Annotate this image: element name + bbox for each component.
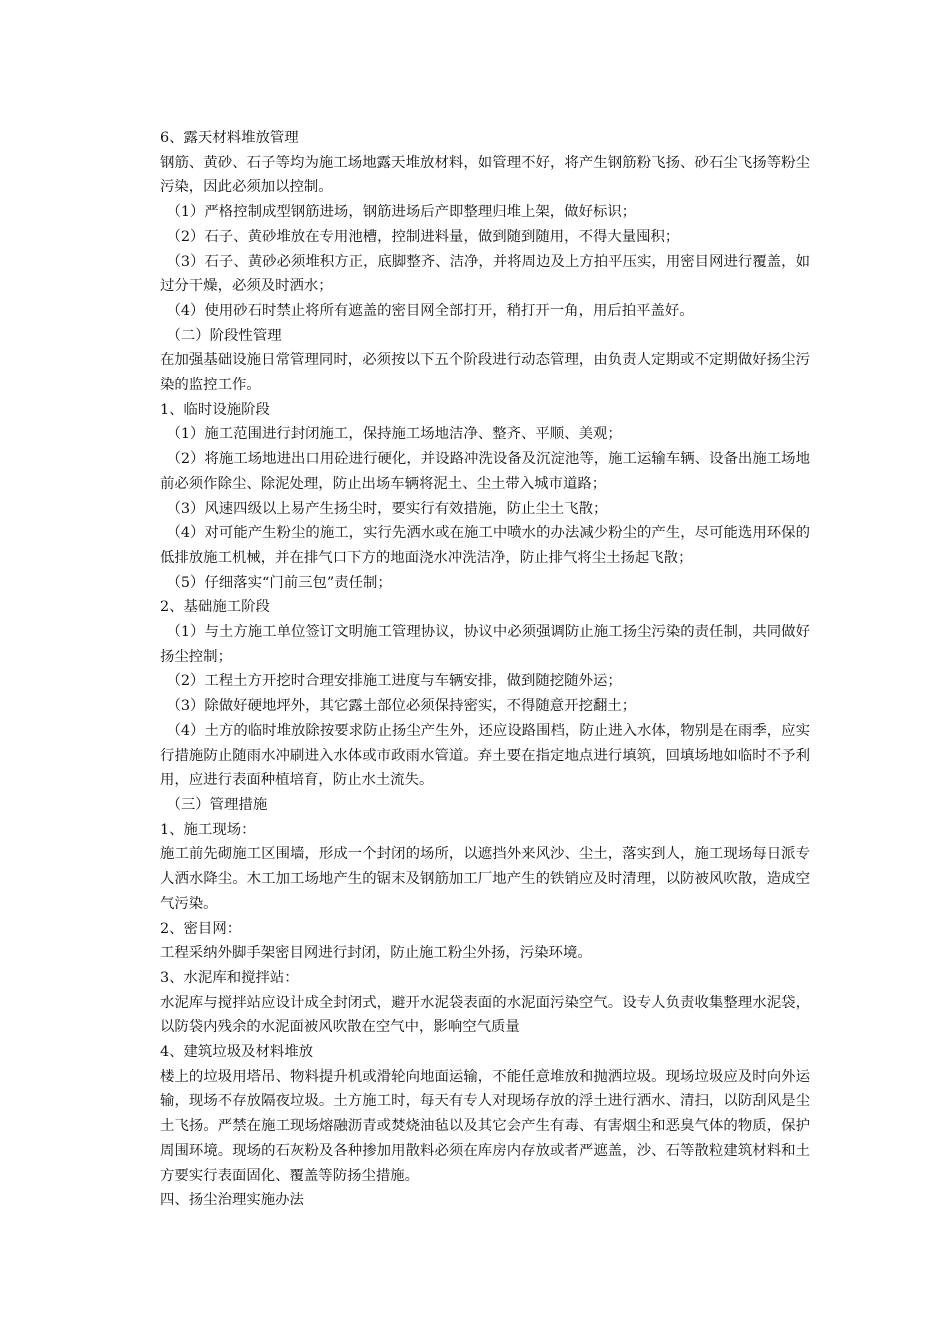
paragraph: （2）工程土方开挖时合理安排施工进度与车辆安排，做到随挖随外运； bbox=[166, 673, 622, 690]
paragraph: （4）土方的临时堆放除按要求防止扬尘产生外，还应设路围档，防止进入水体，物别是在雨季，应实行措施防止随雨水冲刷进入水体或市政雨水管道。弃土要在指定地点进行填筑，回填场地如临时不予利用，应进行表面种植培育，防止水土流失。 bbox=[160, 722, 810, 789]
paragraph: 施工前先砌施工区围墙，形成一个封闭的场所，以遮挡外来风沙、尘土，落实到人，施工现场每日派专人洒水降尘。木工加工场地产生的锯末及钢筋加工厂地产生的铁销应及时清理，以防被风吹散，造成空气污染。 bbox=[160, 846, 810, 912]
paragraph: 水泥库与搅拌站应设计成全封闭式，避开水泥袋表面的水泥面污染空气。设专人负责收集整理水泥袋，以防袋内残余的水泥面被风吹散在空气中，影响空气质量 bbox=[160, 994, 810, 1036]
paragraph: 2、密目网： bbox=[160, 920, 242, 937]
paragraph: （1）与土方施工单位签订文明施工管理协议，协议中必须强调防止施工扬尘污染的责任制，共同做好扬尘控制； bbox=[160, 624, 810, 665]
paragraph: 在加强基础设施日常管理同时，必须按以下五个阶段进行动态管理，由负责人定期或不定期做好扬尘污染的监控工作。 bbox=[160, 352, 810, 394]
paragraph: 钢筋、黄砂、石子等均为施工场地露天堆放材料，如管理不好，将产生钢筋粉飞扬、砂石尘飞扬等粉尘污染，因此必须加以控制。 bbox=[160, 154, 810, 196]
paragraph: 1、施工现场： bbox=[160, 821, 256, 838]
paragraph: 1、临时设施阶段 bbox=[160, 401, 270, 418]
paragraph: 楼上的垃圾用塔吊、物料提升机或滑轮向地面运输，不能任意堆放和抛洒垃圾。现场垃圾应及时向外运输，现场不存放隔夜垃圾。土方施工时，每天有专人对现场存放的浮土进行洒水、清扫，以防刮风是尘土飞扬。严禁在施工现场熔融沥青或焚烧油毡以及其它会产生有毒、有害烟尘和恶臭气体的物质，保护周围环境。现场的石灰粉及各种掺加用散料必须在库房内存放或者严遮盖，沙、石等散粒建筑材料和土方要实行表面固化、覆盖等防扬尘措施。 bbox=[160, 1068, 810, 1184]
paragraph: （5）仔细落实“门前三包”责任制； bbox=[166, 574, 392, 591]
paragraph: 四、扬尘治理实施办法 bbox=[160, 1192, 304, 1209]
paragraph: 6、露天材料堆放管理 bbox=[160, 130, 299, 146]
paragraph: （3）石子、黄砂必须堆积方正，底脚整齐、洁净，并将周边及上方拍平压实，用密目网进行覆盖，如过分干燥，必须及时洒水； bbox=[160, 253, 810, 295]
document-body bbox=[160, 126, 810, 1213]
paragraph: （4）对可能产生粉尘的施工，实行先洒水或在施工中喷水的办法减少粉尘的产生，尽可能选用环保的低排放施工机械，并在排气口下方的地面浇水冲洗洁净，防止排气将尘土扬起飞散； bbox=[160, 525, 810, 566]
paragraph: （2）将施工场地进出口用砼进行硬化，并设路冲洗设备及沉淀池等，施工运输车辆、设备出施工场地前必须作除尘、除泥处理，防止出场车辆将泥土、尘土带入城市道路； bbox=[160, 451, 810, 492]
paragraph: 4、建筑垃圾及材料堆放 bbox=[160, 1044, 314, 1061]
paragraph: （二）阶段性管理 bbox=[166, 327, 282, 344]
paragraph: （4）使用砂石时禁止将所有遮盖的密目网全部打开，稍打开一角，用后拍平盖好。 bbox=[166, 302, 694, 319]
paragraph: （1）严格控制成型钢筋进场，钢筋进场后产即整理归堆上架，做好标识； bbox=[166, 204, 637, 221]
paragraph: （1）施工范围进行封闭施工，保持施工场地洁净、整齐、平顺、美观； bbox=[166, 426, 622, 443]
paragraph: 2、基础施工阶段 bbox=[160, 599, 270, 616]
paragraph: （三）管理措施 bbox=[166, 796, 268, 813]
paragraph: （3）除做好硬地坪外，其它露土部位必须保持密实，不得随意开挖翻土； bbox=[166, 698, 637, 715]
paragraph: 3、水泥库和搅拌站： bbox=[160, 969, 299, 986]
paragraph: （2）石子、黄砂堆放在专用池槽，控制进料量，做到随到随用，不得大量囤积； bbox=[166, 228, 680, 245]
paragraph: 工程采纳外脚手架密目网进行封闭，防止施工粉尘外扬，污染环境。 bbox=[160, 945, 592, 962]
paragraph: （3）风速四级以上易产生扬尘时，要实行有效措施，防止尘土飞散； bbox=[166, 500, 608, 517]
